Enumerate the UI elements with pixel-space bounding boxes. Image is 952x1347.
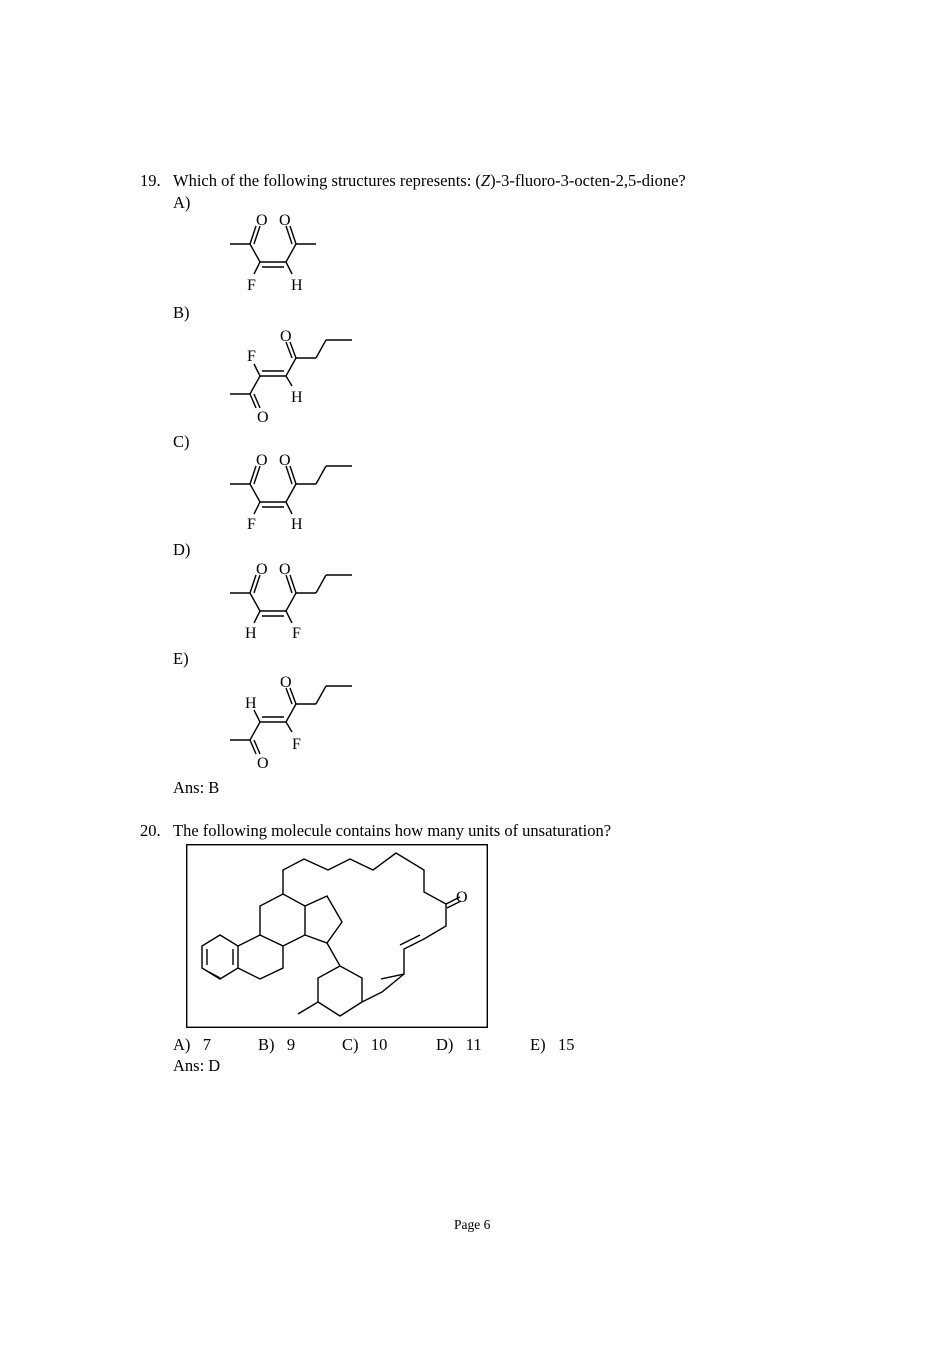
- q20-choice-d: [436, 1035, 482, 1055]
- q19-e-hydrogen: H: [245, 695, 257, 712]
- q19-e-oxygen-top: O: [280, 674, 292, 691]
- q19-b-hydrogen: H: [291, 389, 303, 406]
- q19-c-oxygen-right: O: [279, 452, 291, 469]
- q19-d-substituent-right: F: [292, 625, 301, 642]
- q19-option-a-structure: [220, 212, 340, 298]
- q20-choice-d-value: 11: [465, 1035, 482, 1054]
- q20-choice-c-label: C): [342, 1035, 359, 1054]
- q20-choice-a: [173, 1035, 211, 1055]
- q20-choice-e-label: E): [530, 1035, 546, 1054]
- page-number: Page 6: [454, 1217, 491, 1232]
- q19-b-oxygen-bottom: O: [257, 409, 269, 426]
- q19-question-prefix: Which of the following structures represents: (: [173, 171, 481, 190]
- q19-a-substituent-right: H: [291, 277, 303, 294]
- q19-question: [173, 171, 686, 191]
- q20-choice-b-label: B): [258, 1035, 275, 1054]
- q20-molecule-figure: [186, 844, 488, 1028]
- q20-choice-d-label: D): [436, 1035, 454, 1054]
- q19-option-b-structure: [220, 322, 370, 430]
- q20-choice-b: [258, 1035, 295, 1055]
- q19-e-fluorine: F: [292, 736, 301, 753]
- q19-d-oxygen-right: O: [279, 561, 291, 578]
- q19-a-substituent-left: F: [247, 277, 256, 294]
- q20-figure-frame: [187, 845, 488, 1028]
- q19-option-d-label: D): [173, 540, 191, 559]
- q20-choice-b-value: 9: [286, 1035, 296, 1054]
- q19-b-oxygen-top: O: [280, 328, 292, 345]
- q19-d-substituent-left: H: [245, 625, 257, 642]
- q19-option-c-structure: [220, 452, 370, 536]
- q19-option-c-label: C): [173, 432, 190, 451]
- q20-choice-a-value: 7: [202, 1035, 212, 1054]
- q19-option-e-label: E): [173, 649, 189, 668]
- q19-question-suffix: )-3-fluoro-3-octen-2,5-dione?: [490, 171, 686, 190]
- q19-b-fluorine: F: [247, 348, 256, 365]
- q19-d-oxygen-left: O: [256, 561, 268, 578]
- q20-choice-a-label: A): [173, 1035, 191, 1054]
- q19-a-oxygen-right: O: [279, 212, 291, 229]
- q20-question: The following molecule contains how many units of unsaturation?: [173, 821, 612, 840]
- q19-number: 19.: [140, 171, 161, 190]
- q20-carbonyl-oxygen: O: [456, 889, 468, 906]
- q19-c-substituent-left: F: [247, 516, 256, 533]
- q19-a-oxygen-left: O: [256, 212, 268, 229]
- q19-c-oxygen-left: O: [256, 452, 268, 469]
- q19-option-a-label: A): [173, 193, 191, 212]
- q20-number: 20.: [140, 821, 161, 840]
- q19-option-d-structure: [220, 561, 370, 645]
- q20-choice-e: [530, 1035, 574, 1055]
- q19-option-b-label: B): [173, 303, 190, 322]
- q20-choice-e-value: 15: [557, 1035, 575, 1054]
- q19-e-oxygen-bottom: O: [257, 755, 269, 772]
- q19-c-substituent-right: H: [291, 516, 303, 533]
- q20-choice-c-value: 10: [370, 1035, 388, 1054]
- q19-answer: Ans: B: [173, 778, 220, 797]
- q20-choice-c: [342, 1035, 387, 1055]
- q20-answer: Ans: D: [173, 1056, 221, 1075]
- q19-question-italic: Z: [480, 171, 491, 190]
- q19-option-e-structure: [220, 668, 370, 776]
